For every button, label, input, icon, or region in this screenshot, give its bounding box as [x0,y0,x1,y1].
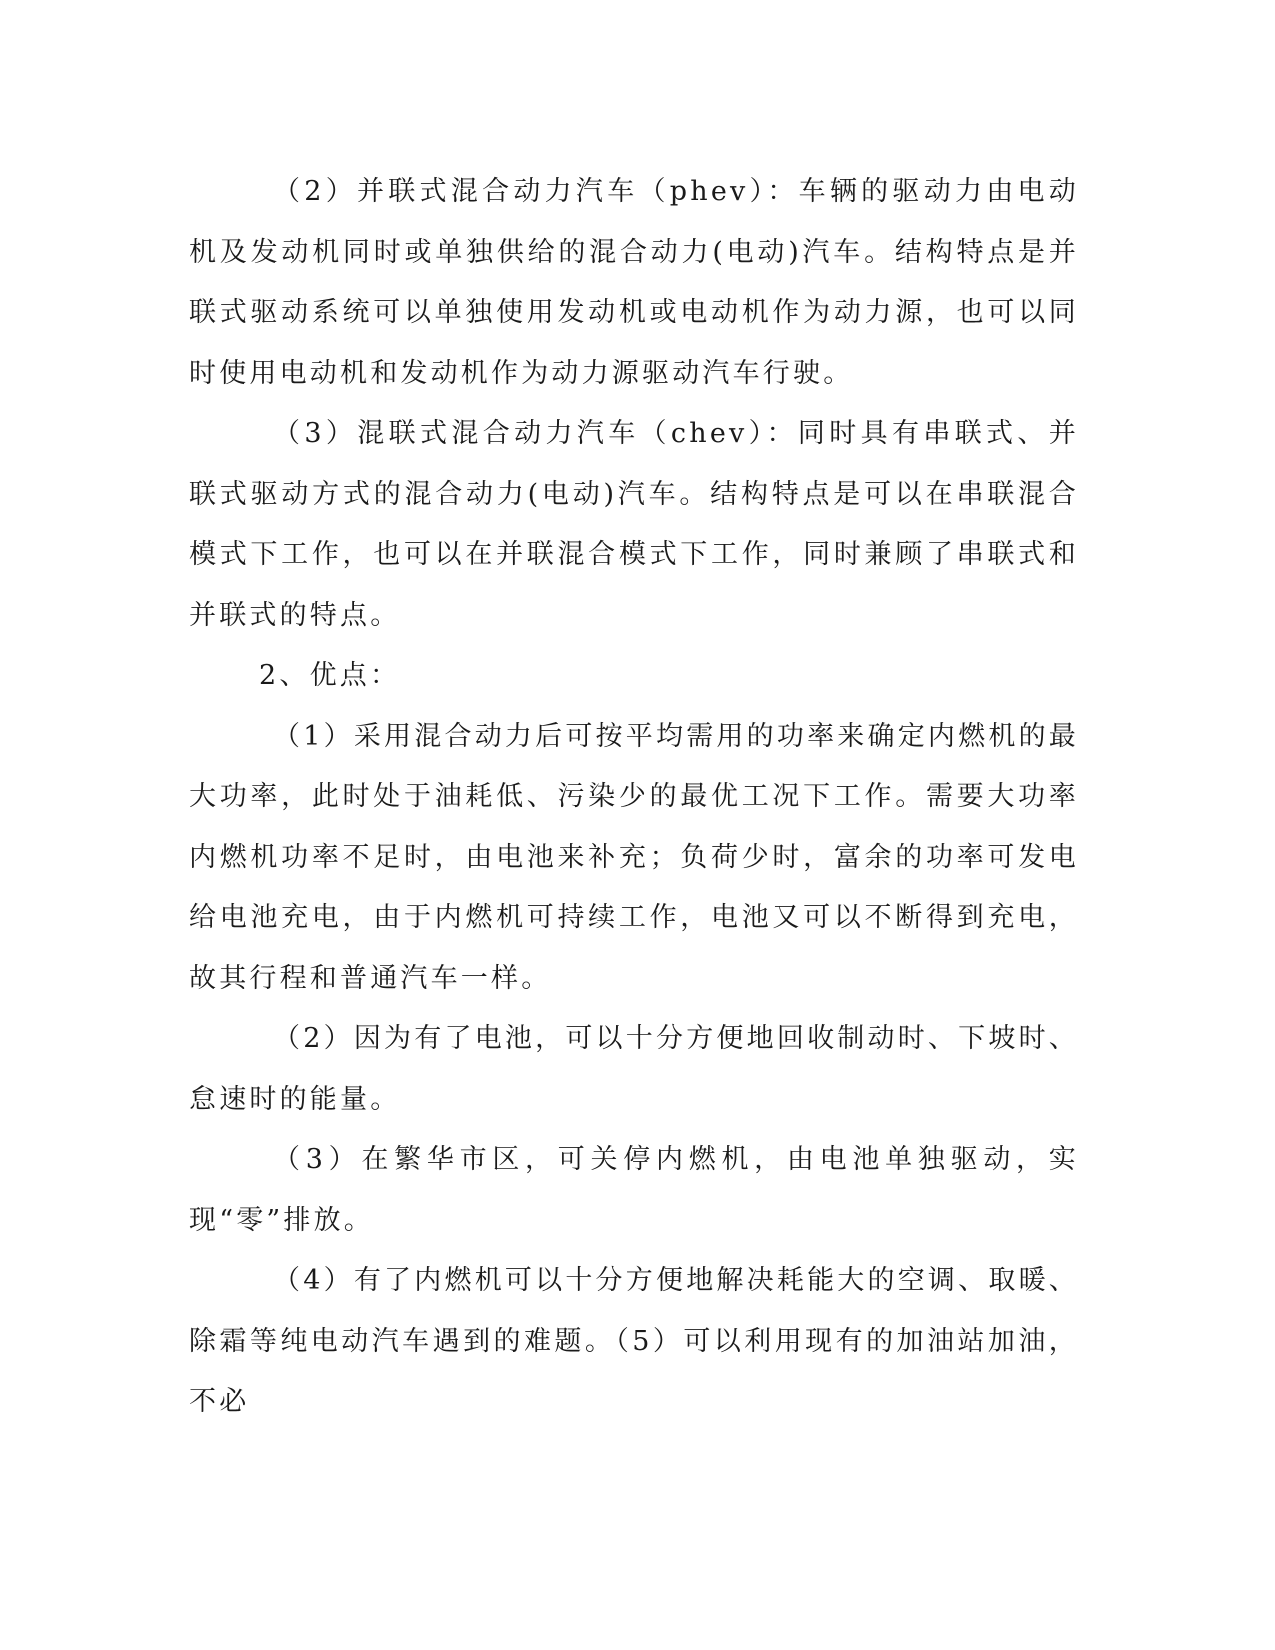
paragraph-advantage-2: （2）因为有了电池，可以十分方便地回收制动时、下坡时、怠速时的能量。 [189,1023,1079,1115]
paragraph-advantage-3: （3）在繁华市区，可关停内燃机，由电池单独驱动，实现“零”排放。 [189,1144,1079,1236]
paragraph-parallel-hybrid: （2）并联式混合动力汽车（phev）：车辆的驱动力由电动机及发动机同时或单独供给的混合动力(电动)汽车。结构特点是并联式驱动系统可以单独使用发动机或电动机作为动力源，也可以同时使用电动机和发动机作为动力源驱动汽车行驶。 [189,176,1079,389]
paragraph-advantage-1: （1）采用混合动力后可按平均需用的功率来确定内燃机的最大功率，此时处于油耗低、污染少的最优工况下工作。需要大功率内燃机功率不足时，由电池来补充；负荷少时，富余的功率可发电给电池充电，由于内燃机可持续工作，电池又可以不断得到充电，故其行程和普通汽车一样。 [189,720,1079,994]
paragraph-series-parallel-hybrid: （3）混联式混合动力汽车（chev）：同时具有串联式、并联式驱动方式的混合动力(电动)汽车。结构特点是可以在串联混合模式下工作，也可以在并联混合模式下工作，同时兼顾了串联式和并联式的特点。 [189,418,1079,631]
section-heading-advantages: 2、优点： [259,660,401,691]
paragraph-advantage-4-5: （4）有了内燃机可以十分方便地解决耗能大的空调、取暖、除霜等纯电动汽车遇到的难题。（5）可以利用现有的加油站加油，不必 [189,1265,1079,1417]
document-body [189,162,1079,1433]
